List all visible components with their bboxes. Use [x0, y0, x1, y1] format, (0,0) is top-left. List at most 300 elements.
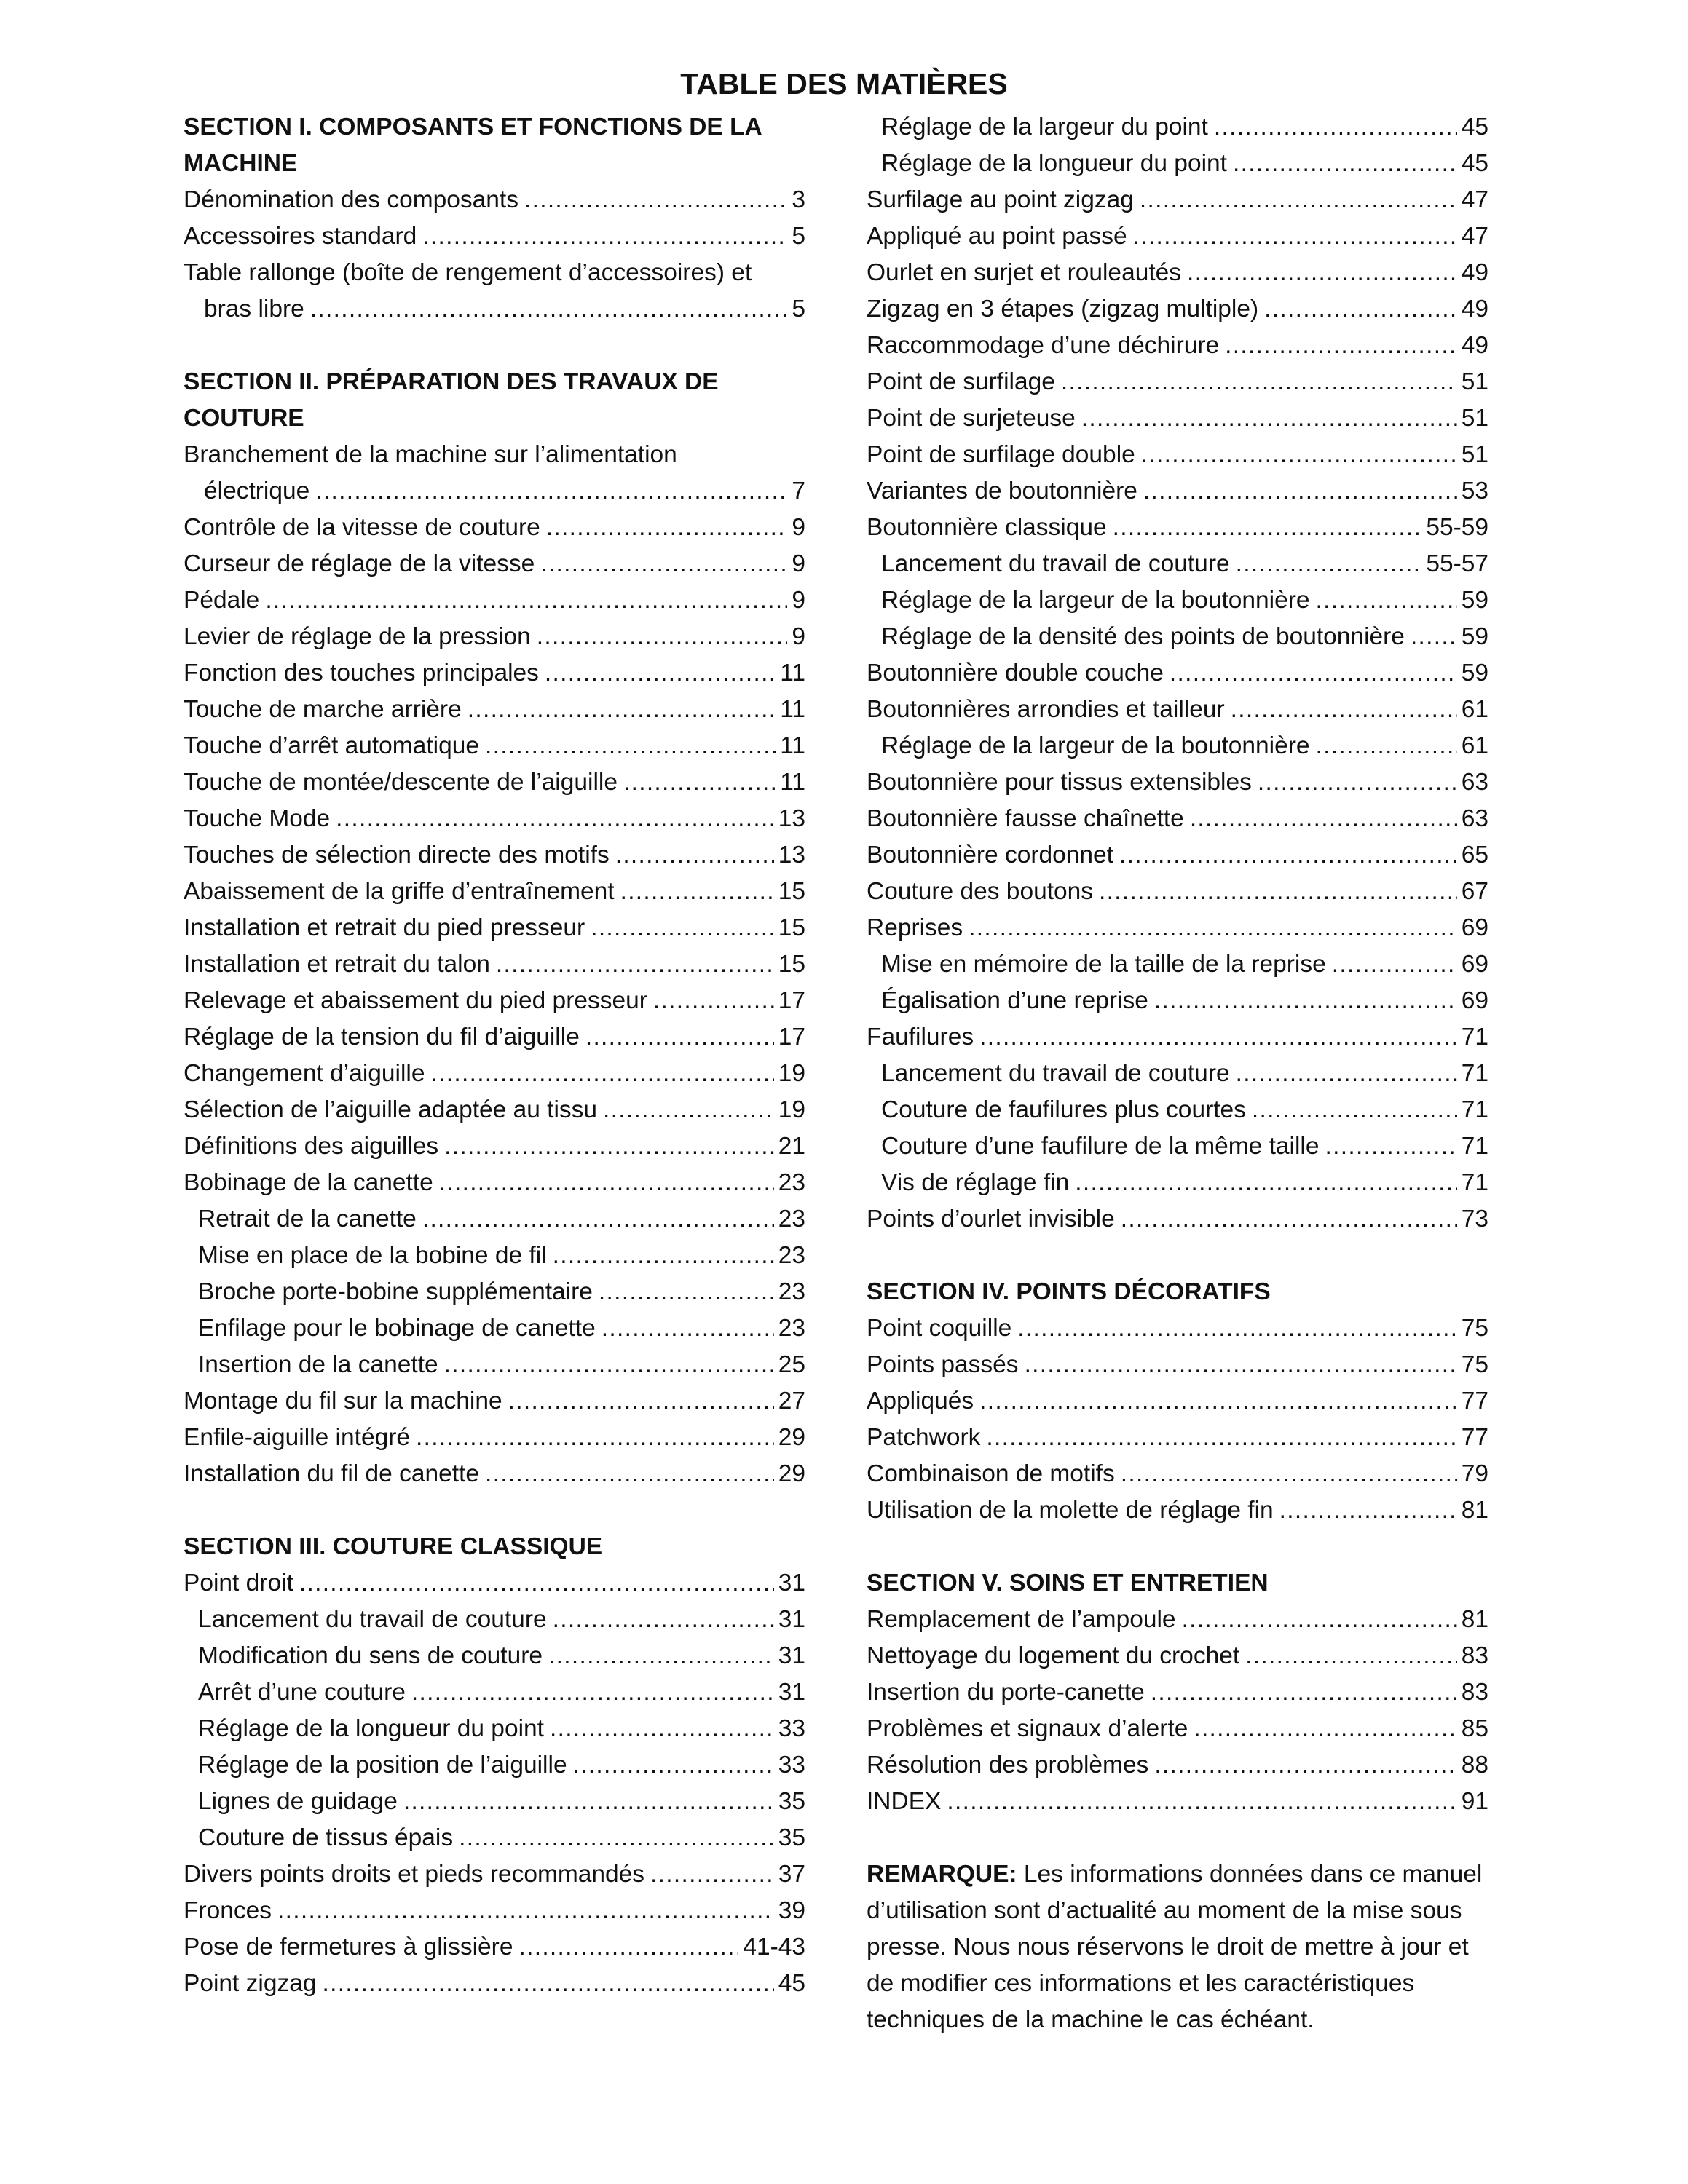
toc-entry[interactable]: [867, 619, 1488, 655]
toc-page-number: 19: [778, 1060, 805, 1087]
dot-leader: [1316, 582, 1457, 619]
toc-entry-label: Faufilures: [867, 1024, 974, 1051]
toc-page-number: 31: [778, 1606, 805, 1633]
toc-entry[interactable]: [184, 1893, 805, 1929]
toc-page-number: 75: [1461, 1315, 1488, 1342]
section-heading: SECTION II. PRÉPARATION DES TRAVAUX DE COUTURE: [184, 368, 719, 432]
dot-leader: [1151, 1674, 1457, 1711]
toc-entry[interactable]: [867, 1056, 1488, 1092]
toc-entry-label: Dénomination des composants: [184, 186, 518, 213]
toc-page-number: 49: [1461, 259, 1488, 286]
toc-entry[interactable]: [184, 655, 805, 692]
toc-entry[interactable]: [184, 1201, 805, 1238]
dot-leader: [1187, 255, 1457, 291]
toc-entry-label: Réglage de la position de l’aiguille: [198, 1752, 567, 1779]
toc-entry-label: Insertion du porte-canette: [867, 1679, 1145, 1706]
toc-page-number: 79: [1461, 1460, 1488, 1487]
toc-entry[interactable]: [867, 1456, 1488, 1492]
toc-entry[interactable]: [867, 437, 1488, 473]
dot-leader: [1279, 1492, 1457, 1529]
toc-entry[interactable]: [184, 218, 805, 255]
toc-entry-wrapped-line[interactable]: Branchement de la machine sur l’alimentation: [184, 441, 677, 468]
dot-leader: [468, 692, 776, 728]
remark-label: REMARQUE:: [867, 1861, 1017, 1888]
toc-entry-label: Reprises: [867, 914, 963, 941]
toc-entry[interactable]: [867, 400, 1488, 437]
toc-entry-label: Raccommodage d’une déchirure: [867, 332, 1220, 359]
toc-page-number: 29: [778, 1424, 805, 1451]
toc-entry[interactable]: [867, 1674, 1488, 1711]
toc-entry[interactable]: [184, 946, 805, 983]
toc-entry[interactable]: [867, 874, 1488, 910]
toc-entry-label: Broche porte-bobine supplémentaire: [198, 1278, 593, 1305]
toc-entry[interactable]: [867, 146, 1488, 182]
toc-entry[interactable]: [867, 328, 1488, 364]
toc-entry[interactable]: [867, 692, 1488, 728]
toc-entry[interactable]: [867, 1201, 1488, 1238]
toc-entry-label: Réglage de la largeur de la boutonnière: [881, 732, 1310, 759]
toc-entry[interactable]: [184, 1019, 805, 1056]
toc-entry-label: Point droit: [184, 1570, 293, 1597]
toc-page-number: 33: [778, 1715, 805, 1742]
toc-entry-label: Utilisation de la molette de réglage fin: [867, 1497, 1274, 1524]
dot-leader: [553, 1602, 774, 1638]
dot-leader: [485, 728, 776, 764]
toc-entry[interactable]: [867, 1602, 1488, 1638]
toc-entry[interactable]: [867, 546, 1488, 582]
toc-entry-label: Réglage de la densité des points de boutonnière: [881, 623, 1405, 650]
dot-leader: [1061, 364, 1457, 400]
toc-entry[interactable]: [184, 764, 805, 801]
dot-leader: [444, 1128, 774, 1165]
dot-leader: [1081, 400, 1457, 437]
dot-leader: [986, 1420, 1456, 1456]
toc-left-column: [184, 109, 805, 2002]
toc-entry[interactable]: [184, 291, 805, 328]
toc-entry-label: Lignes de guidage: [198, 1788, 398, 1815]
dot-leader: [979, 1383, 1457, 1420]
toc-entry[interactable]: [867, 1128, 1488, 1165]
toc-entry[interactable]: [184, 983, 805, 1019]
toc-entry[interactable]: [184, 582, 805, 619]
toc-entry-label: Bobinage de la canette: [184, 1169, 433, 1196]
toc-page-number: 49: [1461, 296, 1488, 323]
toc-entry[interactable]: [184, 1128, 805, 1165]
toc-entry[interactable]: [867, 655, 1488, 692]
toc-entry[interactable]: [867, 910, 1488, 946]
dot-leader: [969, 910, 1457, 946]
toc-page-number: 51: [1461, 441, 1488, 468]
toc-entry[interactable]: [184, 1602, 805, 1638]
toc-entry[interactable]: [867, 1420, 1488, 1456]
toc-entry[interactable]: [184, 546, 805, 582]
toc-entry-label: Changement d’aiguille: [184, 1060, 425, 1087]
toc-entry-label: Point de surfilage: [867, 368, 1055, 395]
toc-entry[interactable]: [867, 1092, 1488, 1128]
dot-leader: [1017, 1310, 1456, 1347]
toc-page-number: 51: [1461, 405, 1488, 432]
dot-leader: [1190, 801, 1457, 837]
toc-page-number: 59: [1461, 623, 1488, 650]
toc-entry-label: Point de surfilage double: [867, 441, 1135, 468]
toc-page-number: 5: [792, 223, 805, 250]
dot-leader: [1252, 1092, 1457, 1128]
toc-page-number: 51: [1461, 368, 1488, 395]
toc-page-number: 21: [778, 1133, 805, 1160]
dot-leader: [1325, 1128, 1456, 1165]
toc-page-number: 31: [778, 1679, 805, 1706]
toc-entry-label: Appliqué au point passé: [867, 223, 1127, 250]
toc-entry[interactable]: [867, 1747, 1488, 1784]
toc-entry-label: Curseur de réglage de la vitesse: [184, 550, 535, 577]
toc-entry-label: Boutonnière cordonnet: [867, 842, 1113, 869]
toc-entry-label: Contrôle de la vitesse de couture: [184, 514, 540, 541]
toc-entry-label: Point coquille: [867, 1315, 1012, 1342]
toc-page-number: 37: [778, 1861, 805, 1888]
toc-page-number: 83: [1461, 1642, 1488, 1669]
toc-entry[interactable]: [184, 1383, 805, 1420]
dot-leader: [1170, 655, 1457, 692]
section-heading: SECTION V. SOINS ET ENTRETIEN: [867, 1570, 1269, 1597]
toc-entry-label: Ourlet en surjet et rouleautés: [867, 259, 1182, 286]
section-heading: SECTION IV. POINTS DÉCORATIFS: [867, 1278, 1271, 1305]
dot-leader: [315, 473, 787, 510]
toc-entry-label: Divers points droits et pieds recommandés: [184, 1861, 645, 1888]
dot-leader: [1075, 1165, 1456, 1201]
toc-entry[interactable]: [867, 837, 1488, 874]
toc-entry-label: Lancement du travail de couture: [881, 550, 1230, 577]
toc-entry-label: Accessoires standard: [184, 223, 417, 250]
toc-page-number: 67: [1461, 878, 1488, 905]
toc-entry-label: Surfilage au point zigzag: [867, 186, 1134, 213]
toc-entry[interactable]: [867, 801, 1488, 837]
toc-entry[interactable]: [184, 1784, 805, 1820]
toc-entry[interactable]: [184, 1674, 805, 1711]
toc-page-number: 73: [1461, 1206, 1488, 1233]
toc-entry-wrapped-line[interactable]: Table rallonge (boîte de rengement d’accessoires) et: [184, 259, 752, 286]
toc-entry-label: Pédale: [184, 587, 260, 614]
dot-leader: [1411, 619, 1457, 655]
toc-entry[interactable]: [184, 1638, 805, 1674]
toc-entry[interactable]: [867, 1711, 1488, 1747]
toc-entry-label: Retrait de la canette: [198, 1206, 417, 1233]
toc-entry-label: Touches de sélection directe des motifs: [184, 842, 610, 869]
dot-leader: [1332, 946, 1457, 983]
toc-entry-label: INDEX: [867, 1788, 942, 1815]
toc-entry[interactable]: [867, 1165, 1488, 1201]
toc-entry[interactable]: [867, 109, 1488, 146]
toc-entry-label: Modification du sens de couture: [198, 1642, 543, 1669]
dot-leader: [1194, 1711, 1456, 1747]
dot-leader: [573, 1747, 774, 1784]
toc-page-number: 63: [1461, 769, 1488, 796]
toc-entry-label: Réglage de la largeur de la boutonnière: [881, 587, 1310, 614]
toc-page-number: 23: [778, 1278, 805, 1305]
toc-entry[interactable]: [184, 1711, 805, 1747]
toc-entry-label: électrique: [204, 478, 310, 505]
toc-entry[interactable]: [867, 1347, 1488, 1383]
toc-entry[interactable]: [867, 1310, 1488, 1347]
toc-page-number: 31: [778, 1642, 805, 1669]
toc-entry-label: Arrêt d’une couture: [198, 1679, 406, 1706]
toc-entry[interactable]: [184, 1565, 805, 1602]
dot-leader: [553, 1238, 774, 1274]
dot-leader: [323, 1966, 774, 2002]
toc-entry-label: Sélection de l’aiguille adaptée au tissu: [184, 1096, 598, 1123]
remark-note: [867, 1856, 1488, 2038]
toc-entry[interactable]: [867, 364, 1488, 400]
toc-entry[interactable]: [184, 473, 805, 510]
toc-entry-label: Couture de tissus épais: [198, 1824, 454, 1851]
dot-leader: [310, 291, 788, 328]
toc-page-number: 35: [778, 1788, 805, 1815]
toc-entry[interactable]: [184, 619, 805, 655]
dot-leader: [1236, 546, 1422, 582]
toc-page-number: 13: [778, 842, 805, 869]
toc-page-number: 3: [792, 186, 805, 213]
toc-entry[interactable]: [867, 1492, 1488, 1529]
toc-entry[interactable]: [867, 510, 1488, 546]
toc-entry[interactable]: [184, 1856, 805, 1893]
toc-entry-label: Boutonnière classique: [867, 514, 1107, 541]
toc-entry-label: Boutonnières arrondies et tailleur: [867, 696, 1225, 723]
dot-leader: [459, 1820, 774, 1856]
section-heading: SECTION III. COUTURE CLASSIQUE: [184, 1533, 603, 1560]
toc-page-number: 77: [1461, 1388, 1488, 1415]
toc-entry-label: Vis de réglage fin: [881, 1169, 1070, 1196]
toc-page-number: 15: [778, 914, 805, 941]
dot-leader: [508, 1383, 774, 1420]
toc-entry-label: Nettoyage du logement du crochet: [867, 1642, 1240, 1669]
dot-leader: [591, 910, 774, 946]
toc-entry-label: Réglage de la longueur du point: [881, 150, 1227, 177]
dot-leader: [585, 1019, 774, 1056]
toc-entry[interactable]: [867, 473, 1488, 510]
toc-entry[interactable]: [184, 1274, 805, 1310]
toc-entry-label: Touche de marche arrière: [184, 696, 462, 723]
toc-entry[interactable]: [867, 946, 1488, 983]
toc-entry[interactable]: [867, 582, 1488, 619]
dot-leader: [1119, 837, 1457, 874]
toc-page-number: 71: [1461, 1096, 1488, 1123]
toc-entry-label: Insertion de la canette: [198, 1351, 438, 1378]
toc-entry-label: Montage du fil sur la machine: [184, 1388, 502, 1415]
toc-page-number: 53: [1461, 478, 1488, 505]
dot-leader: [548, 1638, 774, 1674]
dot-leader: [1264, 291, 1457, 328]
toc-entry-label: Installation et retrait du talon: [184, 951, 490, 978]
dot-leader: [599, 1274, 774, 1310]
toc-entry-label: Abaissement de la griffe d’entraînement: [184, 878, 615, 905]
toc-entry-label: Point de surjeteuse: [867, 405, 1076, 432]
toc-entry[interactable]: [184, 182, 805, 218]
toc-entry-label: Boutonnière double couche: [867, 660, 1164, 687]
toc-entry-label: Variantes de boutonnière: [867, 478, 1137, 505]
toc-right-column: [867, 109, 1488, 2038]
toc-entry[interactable]: [867, 728, 1488, 764]
dot-leader: [537, 619, 788, 655]
dot-leader: [603, 1092, 774, 1128]
dot-leader: [1245, 1638, 1457, 1674]
toc-entry-label: Enfile-aiguille intégré: [184, 1424, 410, 1451]
toc-entry-label: Mise en mémoire de la taille de la reprise: [881, 951, 1326, 978]
toc-page-number: 11: [780, 769, 805, 796]
toc-entry-label: Touche Mode: [184, 805, 331, 832]
toc-entry[interactable]: [184, 910, 805, 946]
toc-entry[interactable]: [184, 1929, 805, 1966]
toc-entry-label: Points d’ourlet invisible: [867, 1206, 1115, 1233]
dot-leader: [546, 510, 788, 546]
toc-entry[interactable]: [184, 1238, 805, 1274]
dot-leader: [1141, 437, 1457, 473]
toc-page-number: 41-43: [743, 1934, 805, 1961]
toc-page-number: 47: [1461, 186, 1488, 213]
dot-leader: [1236, 1056, 1457, 1092]
toc-entry[interactable]: [184, 510, 805, 546]
toc-entry[interactable]: [867, 1019, 1488, 1056]
toc-entry[interactable]: [867, 983, 1488, 1019]
dot-leader: [431, 1056, 774, 1092]
dot-leader: [1143, 473, 1457, 510]
toc-entry[interactable]: [184, 728, 805, 764]
toc-page-number: 11: [780, 660, 805, 687]
toc-entry[interactable]: [184, 1092, 805, 1128]
toc-page-number: 11: [780, 732, 805, 759]
toc-page-number: 5: [792, 296, 805, 323]
toc-entry-label: Réglage de la longueur du point: [198, 1715, 544, 1742]
toc-page-number: 39: [778, 1897, 805, 1924]
dot-leader: [1316, 728, 1457, 764]
toc-page-number: 88: [1461, 1752, 1488, 1779]
toc-entry[interactable]: [184, 1310, 805, 1347]
dot-leader: [1182, 1602, 1457, 1638]
toc-entry-label: Boutonnière pour tissus extensibles: [867, 769, 1252, 796]
toc-entry[interactable]: [867, 764, 1488, 801]
toc-page-number: 23: [778, 1242, 805, 1269]
dot-leader: [411, 1674, 774, 1711]
toc-entry-label: Boutonnière fausse chaînette: [867, 805, 1184, 832]
toc-entry[interactable]: [867, 1638, 1488, 1674]
toc-entry[interactable]: [184, 1165, 805, 1201]
toc-entry-label: Problèmes et signaux d’alerte: [867, 1715, 1188, 1742]
dot-leader: [1233, 146, 1457, 182]
toc-entry[interactable]: [867, 255, 1488, 291]
toc-entry-label: Enfilage pour le bobinage de canette: [198, 1315, 596, 1342]
toc-entry-label: Égalisation d’une reprise: [881, 987, 1148, 1014]
toc-entry-label: Mise en place de la bobine de fil: [198, 1242, 547, 1269]
toc-entry[interactable]: [184, 1056, 805, 1092]
toc-entry-label: Points passés: [867, 1351, 1019, 1378]
toc-entry[interactable]: [867, 218, 1488, 255]
toc-page-number: 47: [1461, 223, 1488, 250]
toc-page-number: 31: [778, 1570, 805, 1597]
toc-page-number: 45: [1461, 114, 1488, 141]
toc-entry[interactable]: [184, 874, 805, 910]
dot-leader: [545, 655, 776, 692]
dot-leader: [550, 1711, 774, 1747]
toc-page-number: 61: [1461, 732, 1488, 759]
toc-page-number: 71: [1461, 1133, 1488, 1160]
dot-leader: [1154, 1747, 1456, 1784]
dot-leader: [615, 837, 774, 874]
toc-page-number: 75: [1461, 1351, 1488, 1378]
toc-page-number: 71: [1461, 1060, 1488, 1087]
toc-page-number: 7: [792, 478, 805, 505]
toc-entry-label: Touche d’arrêt automatique: [184, 732, 479, 759]
dot-leader: [416, 1420, 774, 1456]
toc-entry[interactable]: [184, 1456, 805, 1492]
toc-page-number: 45: [1461, 150, 1488, 177]
dot-leader: [1099, 874, 1457, 910]
toc-entry-label: Appliqués: [867, 1388, 974, 1415]
toc-entry[interactable]: [184, 1966, 805, 2002]
toc-page-number: 81: [1461, 1606, 1488, 1633]
toc-page-number: 25: [778, 1351, 805, 1378]
toc-page-number: 19: [778, 1096, 805, 1123]
toc-entry-label: Fonction des touches principales: [184, 660, 539, 687]
toc-entry[interactable]: [184, 1347, 805, 1383]
toc-page-number: 63: [1461, 805, 1488, 832]
dot-leader: [336, 801, 774, 837]
toc-entry-label: Réglage de la largeur du point: [881, 114, 1208, 141]
toc-page-number: 59: [1461, 587, 1488, 614]
toc-entry[interactable]: [184, 837, 805, 874]
toc-page-number: 23: [778, 1315, 805, 1342]
toc-entry[interactable]: [867, 1383, 1488, 1420]
toc-page-number: 77: [1461, 1424, 1488, 1451]
toc-entry-label: Couture des boutons: [867, 878, 1094, 905]
toc-page-number: 69: [1461, 951, 1488, 978]
toc-entry[interactable]: [184, 692, 805, 728]
toc-page-number: 9: [792, 587, 805, 614]
toc-page-number: 61: [1461, 696, 1488, 723]
toc-page-number: 23: [778, 1206, 805, 1233]
dot-leader: [540, 546, 787, 582]
toc-entry-label: Lancement du travail de couture: [198, 1606, 547, 1633]
toc-entry[interactable]: [184, 1747, 805, 1784]
toc-page-number: 69: [1461, 914, 1488, 941]
dot-leader: [1113, 510, 1422, 546]
toc-entry[interactable]: [867, 291, 1488, 328]
toc-page-number: 65: [1461, 842, 1488, 869]
toc-entry-label: Installation et retrait du pied presseur: [184, 914, 585, 941]
toc-page-number: 71: [1461, 1169, 1488, 1196]
toc-entry[interactable]: [184, 1820, 805, 1856]
toc-entry[interactable]: [184, 1420, 805, 1456]
dot-leader: [1225, 328, 1457, 364]
dot-leader: [277, 1893, 774, 1929]
toc-page-number: 71: [1461, 1024, 1488, 1051]
toc-entry-label: Couture de faufilures plus courtes: [881, 1096, 1246, 1123]
toc-entry[interactable]: [867, 1784, 1488, 1820]
dot-leader: [518, 1929, 738, 1966]
toc-page-number: 13: [778, 805, 805, 832]
dot-leader: [439, 1165, 774, 1201]
section-heading: SECTION I. COMPOSANTS ET FONCTIONS DE LA MACHINE: [184, 114, 762, 177]
toc-page-number: 55-57: [1426, 550, 1488, 577]
toc-page-number: 15: [778, 951, 805, 978]
dot-leader: [979, 1019, 1457, 1056]
dot-leader: [1140, 182, 1457, 218]
toc-page-number: 83: [1461, 1679, 1488, 1706]
toc-entry-label: Installation du fil de canette: [184, 1460, 479, 1487]
toc-page-number: 9: [792, 514, 805, 541]
dot-leader: [623, 764, 776, 801]
toc-entry-label: Relevage et abaissement du pied presseur: [184, 987, 647, 1014]
toc-page-number: 27: [778, 1388, 805, 1415]
toc-entry[interactable]: [184, 801, 805, 837]
toc-entry[interactable]: [867, 182, 1488, 218]
